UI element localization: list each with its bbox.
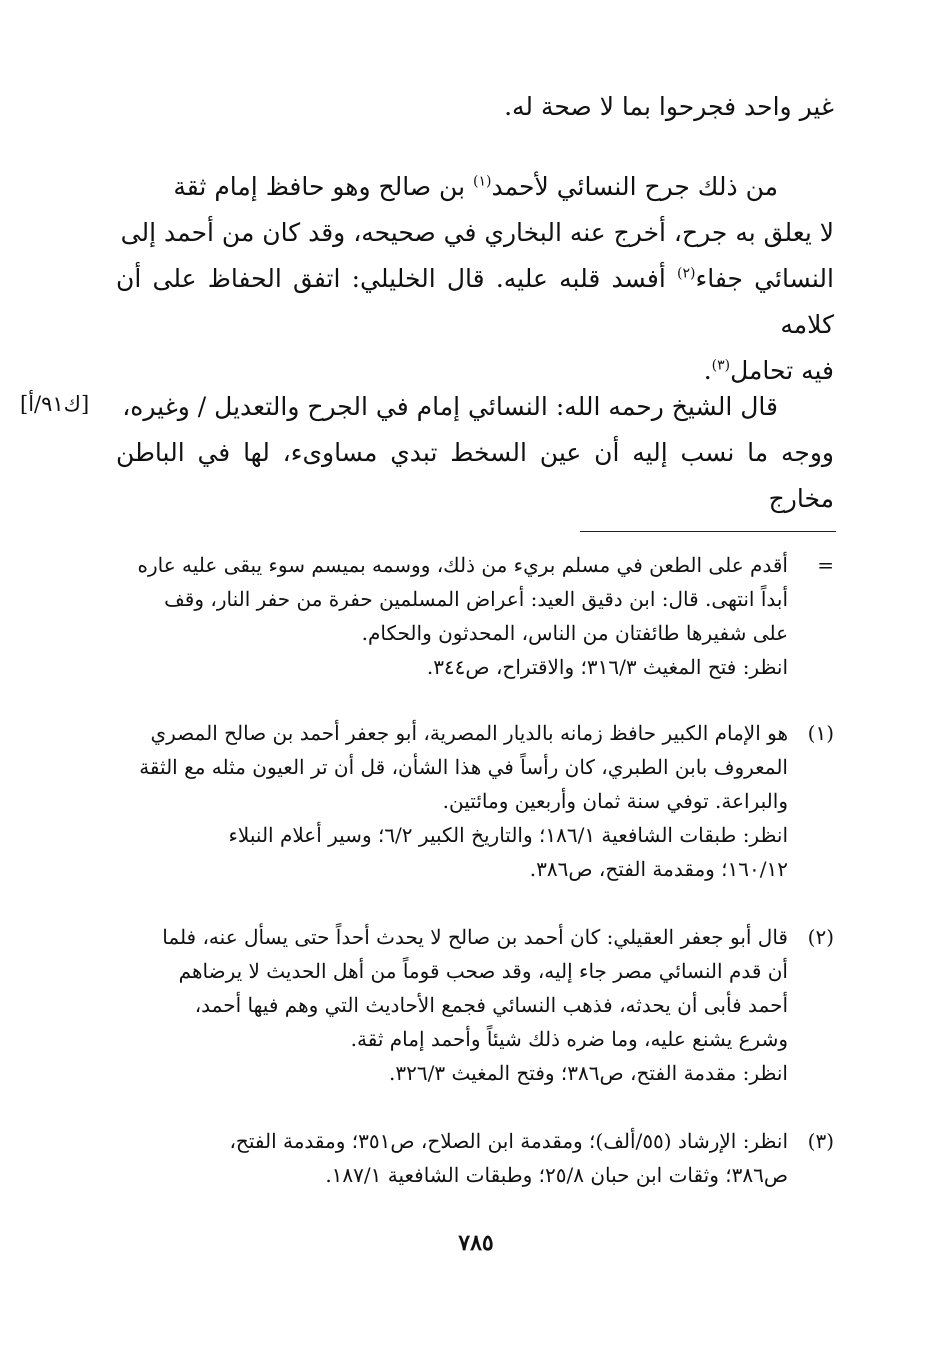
para1-line-1	[116, 164, 834, 210]
para1-text-d: أفسد قلبه عليه. قال الخليلي: اتفق الحفاظ على أن كلامه	[116, 264, 834, 339]
footnote-ref-1: (١)	[473, 173, 492, 190]
footnote-line: أن قدم النسائي مصر جاء إليه، وقد صحب قوماً من أهل الحديث لا يرضاهم	[178, 959, 788, 983]
paragraph-nasai-criticism	[116, 164, 834, 394]
footnote-body	[116, 548, 788, 684]
footnote-body	[116, 920, 788, 1090]
footnote-body	[116, 716, 788, 886]
footnote-body	[116, 1124, 788, 1192]
footnote-line: أحمد فأبى أن يحدثه، فذهب النسائي فجمع الأحاديث التي وهم فيها أحمد،	[194, 993, 788, 1017]
footnote-line: على شفيرها طائفتان من الناس، المحدثون والحكام.	[361, 621, 788, 645]
footnote-line: وشرع يشنع عليه، وما ضره ذلك شيئاً وأحمد إمام ثقة.	[350, 1027, 788, 1051]
footnote-line: هو الإمام الكبير حافظ زمانه بالديار المصرية، أبو جعفر أحمد بن صالح المصري	[150, 721, 788, 745]
folio-marker: [ك٩١/أ]	[20, 392, 90, 416]
footnote-3	[116, 1124, 834, 1192]
footnote-number: (٢)	[807, 925, 834, 949]
footnote-line: قال أبو جعفر العقيلي: كان أحمد بن صالح لا يحدث أحداً حتى يسأل عنه، فلما	[162, 925, 788, 949]
continuation-text: غير واحد فجرحوا بما لا صحة له.	[504, 92, 834, 121]
page-number: ٧٨٥	[458, 1230, 494, 1256]
paragraph-continuation	[116, 84, 834, 130]
footnote-number: (٣)	[807, 1129, 834, 1153]
paragraph-sheikh-comment	[116, 384, 834, 522]
para1-text-f: .	[703, 356, 712, 385]
footnote-line: انظر: طبقات الشافعية ١٨٦/١؛ والتاريخ الكبير ٦/٢؛ وسير أعلام النبلاء	[228, 823, 788, 847]
footnote-line: ١٦٠/١٢؛ ومقدمة الفتح، ص٣٨٦.	[529, 857, 788, 881]
footnote-line: والبراعة. توفي سنة ثمان وأربعين ومائتين.	[442, 789, 788, 813]
para1-line-3	[116, 256, 834, 348]
footnote-line: انظر: الإرشاد (٥٥/ألف)؛ ومقدمة ابن الصلاح، ص٣٥١؛ ومقدمة الفتح،	[229, 1129, 788, 1153]
footnote-line: انظر: مقدمة الفتح، ص٣٨٦؛ وفتح المغيث ٣٢٦/٣.	[389, 1061, 788, 1085]
footnote-line: المعروف بابن الطبري، كان رأساً في هذا الشأن، قل أن تر العيون مثله مع الثقة	[139, 755, 788, 779]
para1-line-2: لا يعلق به جرح، أخرج عنه البخاري في صحيحه، وقد كان من أحمد إلى	[120, 218, 834, 247]
para1-text-b: بن صالح وهو حافظ إمام ثقة	[173, 172, 473, 201]
footnote-separator	[580, 531, 836, 532]
para1-text-a: من ذلك جرح النسائي لأحمد	[491, 172, 778, 201]
footnote-line: انظر: فتح المغيث ٣١٦/٣؛ والاقتراح، ص٣٤٤.	[426, 655, 788, 679]
footnote-2	[116, 920, 834, 1090]
para2-line-1: قال الشيخ رحمه الله: النسائي إمام في الجرح والتعديل / وغيره،	[122, 392, 778, 421]
footnote-ref-2: (٢)	[677, 265, 696, 282]
para1-text-c: النسائي جفاء	[695, 264, 834, 293]
para2-line-2: ووجه ما نسب إليه أن عين السخط تبدي مساوىء، لها في الباطن مخارج	[116, 438, 834, 513]
footnote-line: أبداً انتهى. قال: ابن دقيق العيد: أعراض المسلمين حفرة من حفر النار، وقف	[164, 587, 788, 611]
footnote-number: =	[817, 553, 834, 577]
footnote-line: ص٣٨٦؛ وثقات ابن حبان ٢٥/٨؛ وطبقات الشافعية ١٨٧/١.	[325, 1163, 788, 1187]
footnote-ref-3: (٣)	[711, 357, 731, 374]
footnote-number: (١)	[807, 721, 834, 745]
footnote-continuation	[116, 548, 834, 684]
footnote-line: أقدم على الطعن في مسلم بريء من ذلك، ووسمه بميسم سوء يبقى عليه عاره	[137, 553, 788, 577]
para1-text-e: فيه تحامل	[730, 356, 834, 385]
footnote-1	[116, 716, 834, 886]
